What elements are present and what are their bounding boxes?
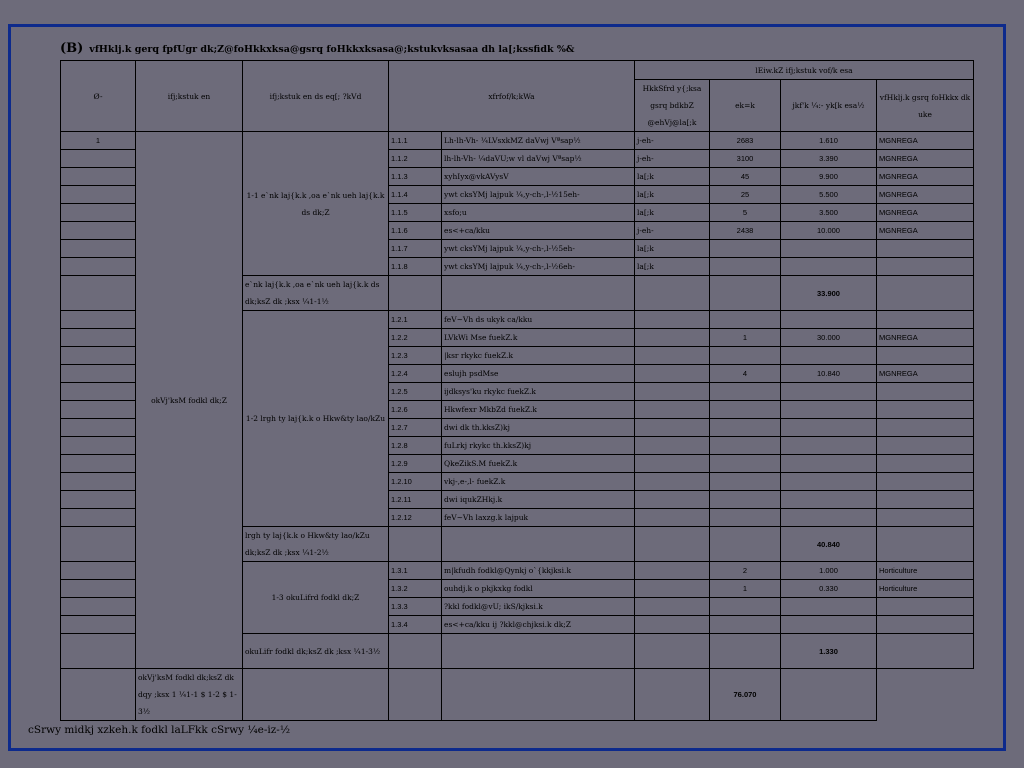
- department-cell: [877, 419, 974, 437]
- quantity-cell: [710, 401, 781, 419]
- unit-cell: [635, 329, 710, 347]
- unit-cell: [635, 491, 710, 509]
- section-label: (B): [60, 41, 84, 56]
- amount-cell: 3.500: [781, 204, 877, 222]
- quantity-cell: [710, 240, 781, 258]
- activity-code: 1.2.12: [389, 509, 442, 527]
- activity-name: ?kkl fodkl@vU; ikS/kjksi.k: [442, 598, 635, 616]
- empty-cell: [635, 669, 710, 721]
- serial-cell: [61, 222, 136, 240]
- subtotal-label: okuLifr fodkl dk;ksZ dk ;ksx ¼1-3½: [243, 634, 389, 669]
- serial-cell: [61, 598, 136, 616]
- amount-cell: 9.900: [781, 168, 877, 186]
- department-cell: MGNREGA: [877, 365, 974, 383]
- department-cell: [877, 455, 974, 473]
- empty-cell: [710, 276, 781, 311]
- quantity-cell: [710, 419, 781, 437]
- serial-cell: [61, 473, 136, 491]
- activity-name: feV~Vh ds ukyk ca/kku: [442, 311, 635, 329]
- activity-code: 1.2.4: [389, 365, 442, 383]
- unit-cell: [635, 509, 710, 527]
- department-cell: [877, 491, 974, 509]
- quantity-cell: [710, 258, 781, 276]
- amount-cell: [781, 240, 877, 258]
- serial-cell: [61, 276, 136, 311]
- unit-cell: [635, 455, 710, 473]
- serial-cell: [61, 580, 136, 598]
- unit-cell: [635, 383, 710, 401]
- section-heading-text: vfHklj.k gerq fpfUgr dk;Z@foHkkxksa@gsrq foHkkxksasa@;kstukvksasaa dh la[;kssfidk %&: [89, 44, 575, 55]
- header-group: lEiw.kZ ifj;kstuk vof/k esa: [635, 61, 974, 80]
- activity-code: 1.2.8: [389, 437, 442, 455]
- unit-cell: la[;k: [635, 186, 710, 204]
- department-cell: Horticulture: [877, 562, 974, 580]
- empty-cell: [243, 669, 389, 721]
- amount-cell: [781, 455, 877, 473]
- unit-cell: [635, 598, 710, 616]
- activity-code: 1.3.2: [389, 580, 442, 598]
- department-cell: [877, 240, 974, 258]
- subtotal-amount: 40.840: [781, 527, 877, 562]
- activity-name: xyhIyx@vkAVysV: [442, 168, 635, 186]
- department-cell: [877, 347, 974, 365]
- amount-cell: 1.610: [781, 132, 877, 150]
- amount-cell: 5.500: [781, 186, 877, 204]
- serial-cell: [61, 329, 136, 347]
- department-cell: MGNREGA: [877, 168, 974, 186]
- activity-name: ouhdj.k o pkjkxkg fodkl: [442, 580, 635, 598]
- empty-cell: [442, 276, 635, 311]
- activity-name: LVkWi Mse fuekZ.k: [442, 329, 635, 347]
- subtotal-label: e`nk laj{k.k ,oa e`nk ueh laj{k.k ds dk;ksZ dk ;ksx ¼1-1½: [243, 276, 389, 311]
- department-cell: MGNREGA: [877, 132, 974, 150]
- empty-cell: [442, 669, 635, 721]
- quantity-cell: [710, 347, 781, 365]
- amount-cell: [781, 491, 877, 509]
- amount-cell: [781, 311, 877, 329]
- department-cell: [877, 473, 974, 491]
- amount-cell: [781, 383, 877, 401]
- subtotal-amount: 33.900: [781, 276, 877, 311]
- serial-cell: [61, 347, 136, 365]
- serial-cell: [61, 383, 136, 401]
- header-activities: xfrfof/k;kWa: [389, 61, 635, 132]
- empty-cell: [389, 669, 442, 721]
- activity-code: 1.1.8: [389, 258, 442, 276]
- amount-cell: [781, 347, 877, 365]
- serial-cell: [61, 634, 136, 669]
- empty-cell: [710, 634, 781, 669]
- serial-cell: [61, 669, 136, 721]
- amount-cell: 30.000: [781, 329, 877, 347]
- footer-organisation: cSrwy midkj xzkeh.k fodkl laLFkk cSrwy ¼e-iz-½: [28, 724, 291, 736]
- unit-cell: la[;k: [635, 240, 710, 258]
- empty-cell: [389, 527, 442, 562]
- empty-cell: [877, 527, 974, 562]
- activity-name: eslujh psdMse: [442, 365, 635, 383]
- department-cell: [877, 598, 974, 616]
- quantity-cell: 4: [710, 365, 781, 383]
- empty-cell: [389, 634, 442, 669]
- quantity-cell: [710, 473, 781, 491]
- serial-cell: [61, 562, 136, 580]
- quantity-cell: [710, 311, 781, 329]
- activity-name: QkeZikS.M fuekZ.k: [442, 455, 635, 473]
- quantity-cell: 2: [710, 562, 781, 580]
- department-cell: MGNREGA: [877, 204, 974, 222]
- activity-name: |ksr rkykc fuekZ.k: [442, 347, 635, 365]
- subtotal-label: lrgh ty laj{k.k o Hkw&ty lao/kZu dk;ksZ dk ;ksx ¼1-2½: [243, 527, 389, 562]
- activity-name: vkj-,e-,l- fuekZ.k: [442, 473, 635, 491]
- activity-code: 1.1.1: [389, 132, 442, 150]
- quantity-cell: 2438: [710, 222, 781, 240]
- department-cell: [877, 509, 974, 527]
- amount-cell: [781, 437, 877, 455]
- activity-code: 1.2.1: [389, 311, 442, 329]
- serial-cell: [61, 311, 136, 329]
- amount-cell: [781, 509, 877, 527]
- activity-name: ywt cksYMj lajpuk ¼,y-ch-,l-½6eh-: [442, 258, 635, 276]
- table-row: [61, 132, 974, 150]
- activity-name: dwi dk th.kksZ)kj: [442, 419, 635, 437]
- amount-cell: 0.330: [781, 580, 877, 598]
- activity-code: 1.3.1: [389, 562, 442, 580]
- activity-code: 1.1.3: [389, 168, 442, 186]
- unit-cell: [635, 347, 710, 365]
- empty-cell: [635, 276, 710, 311]
- quantity-cell: 45: [710, 168, 781, 186]
- quantity-cell: 5: [710, 204, 781, 222]
- grand-total-label: okVj'ksM fodkl dk;ksZ dk dqy ;ksx 1 ¼1-1 $ 1-2 $ 1-3½: [136, 669, 243, 721]
- activity-code: 1.2.3: [389, 347, 442, 365]
- amount-cell: 3.390: [781, 150, 877, 168]
- activity-code: 1.2.9: [389, 455, 442, 473]
- empty-cell: [635, 527, 710, 562]
- empty-cell: [442, 634, 635, 669]
- serial-cell: [61, 509, 136, 527]
- empty-cell: [877, 276, 974, 311]
- unit-cell: [635, 419, 710, 437]
- activity-name: feV~Vh laxzg.k lajpuk: [442, 509, 635, 527]
- activity-code: 1.1.4: [389, 186, 442, 204]
- activity-code: 1.2.2: [389, 329, 442, 347]
- activity-name: dwi iqukZHkj.k: [442, 491, 635, 509]
- activity-name: fuLrkj rkykc th.kksZ)kj: [442, 437, 635, 455]
- unit-cell: j-eh-: [635, 150, 710, 168]
- unit-cell: [635, 562, 710, 580]
- amount-cell: 1.000: [781, 562, 877, 580]
- activity-name: Lh-lh-Vh- ¼LVsxkMZ daVwj Vªsap½: [442, 132, 635, 150]
- unit-cell: la[;k: [635, 168, 710, 186]
- header-component: ifj;kstuk en ds eq[; ?kVd: [243, 61, 389, 132]
- empty-cell: [635, 634, 710, 669]
- activity-code: 1.1.5: [389, 204, 442, 222]
- empty-cell: [781, 669, 877, 721]
- quantity-cell: [710, 598, 781, 616]
- quantity-cell: 2683: [710, 132, 781, 150]
- department-cell: [877, 311, 974, 329]
- component-cell: 1-3 okuLifrd fodkl dk;Z: [243, 562, 389, 634]
- activity-code: 1.1.6: [389, 222, 442, 240]
- activity-code: 1.2.7: [389, 419, 442, 437]
- serial-cell: [61, 258, 136, 276]
- unit-cell: [635, 616, 710, 634]
- amount-cell: [781, 616, 877, 634]
- quantity-cell: [710, 616, 781, 634]
- serial-cell: [61, 527, 136, 562]
- serial-cell: [61, 150, 136, 168]
- activity-code: 1.3.4: [389, 616, 442, 634]
- amount-cell: 10.000: [781, 222, 877, 240]
- quantity-cell: [710, 509, 781, 527]
- activity-name: ijdksys'ku rkykc fuekZ.k: [442, 383, 635, 401]
- amount-cell: [781, 473, 877, 491]
- department-cell: MGNREGA: [877, 150, 974, 168]
- unit-cell: [635, 580, 710, 598]
- serial-cell: [61, 616, 136, 634]
- department-cell: Horticulture: [877, 580, 974, 598]
- serial-cell: [61, 168, 136, 186]
- serial-cell: [61, 419, 136, 437]
- department-cell: [877, 616, 974, 634]
- department-cell: MGNREGA: [877, 222, 974, 240]
- activity-name: es<+ca/kku ij ?kkl@chjksi.k dk;Z: [442, 616, 635, 634]
- header-unit: HkkSfrd y{;ksa gsrq bdkbZ @ehVj@la[;k: [635, 80, 710, 132]
- activity-code: 1.1.2: [389, 150, 442, 168]
- serial-cell: [61, 204, 136, 222]
- grand-total-amount: 76.070: [710, 669, 781, 721]
- serial-cell: [61, 365, 136, 383]
- department-cell: [877, 401, 974, 419]
- empty-cell: [877, 634, 974, 669]
- quantity-cell: [710, 491, 781, 509]
- department-cell: [877, 437, 974, 455]
- unit-cell: [635, 365, 710, 383]
- unit-cell: [635, 311, 710, 329]
- quantity-cell: 25: [710, 186, 781, 204]
- activity-code: 1.2.11: [389, 491, 442, 509]
- amount-cell: [781, 401, 877, 419]
- header-project-item: ifj;kstuk en: [136, 61, 243, 132]
- activity-name: Hkwfexr MkbZd fuekZ.k: [442, 401, 635, 419]
- unit-cell: [635, 437, 710, 455]
- empty-cell: [442, 527, 635, 562]
- activity-name: xsfo;u: [442, 204, 635, 222]
- header-department: vfHklj.k gsrq foHkkx dk uke: [877, 80, 974, 132]
- unit-cell: [635, 473, 710, 491]
- activity-code: 1.2.6: [389, 401, 442, 419]
- serial-cell: [61, 437, 136, 455]
- serial-cell: [61, 455, 136, 473]
- activity-code: 1.2.5: [389, 383, 442, 401]
- activity-name: m|kfudh fodkl@Qynkj o`{kkjksi.k: [442, 562, 635, 580]
- quantity-cell: [710, 383, 781, 401]
- header-amount: jkf'k ¼:- yk[k esa½: [781, 80, 877, 132]
- unit-cell: la[;k: [635, 258, 710, 276]
- header-quantity: ek=k: [710, 80, 781, 132]
- unit-cell: j-eh-: [635, 132, 710, 150]
- component-cell: 1-1 e`nk laj{k.k ,oa e`nk ueh laj{k.k ds dk;Z: [243, 132, 389, 276]
- project-item-cell: okVj'ksM fodkl dk;Z: [136, 132, 243, 669]
- amount-cell: 10.840: [781, 365, 877, 383]
- quantity-cell: [710, 437, 781, 455]
- serial-number: 1: [61, 132, 136, 150]
- activity-name: es<+ca/kku: [442, 222, 635, 240]
- department-cell: [877, 258, 974, 276]
- unit-cell: [635, 401, 710, 419]
- component-cell: 1-2 lrgh ty laj{k.k o Hkw&ty lao/kZu: [243, 311, 389, 527]
- activity-code: 1.3.3: [389, 598, 442, 616]
- department-cell: MGNREGA: [877, 329, 974, 347]
- activity-code: 1.1.7: [389, 240, 442, 258]
- serial-cell: [61, 491, 136, 509]
- serial-cell: [61, 186, 136, 204]
- empty-cell: [710, 527, 781, 562]
- serial-cell: [61, 401, 136, 419]
- quantity-cell: 3100: [710, 150, 781, 168]
- amount-cell: [781, 258, 877, 276]
- department-cell: [877, 383, 974, 401]
- amount-cell: [781, 419, 877, 437]
- empty-cell: [389, 276, 442, 311]
- quantity-cell: [710, 455, 781, 473]
- activity-name: ywt cksYMj lajpuk ¼,y-ch-,l-½5eh-: [442, 240, 635, 258]
- amount-cell: [781, 598, 877, 616]
- quantity-cell: 1: [710, 329, 781, 347]
- unit-cell: la[;k: [635, 204, 710, 222]
- department-cell: MGNREGA: [877, 186, 974, 204]
- section-heading: [60, 41, 574, 56]
- unit-cell: j-eh-: [635, 222, 710, 240]
- project-table: [60, 60, 974, 721]
- subtotal-amount: 1.330: [781, 634, 877, 669]
- header-serial: Ø-: [61, 61, 136, 132]
- grand-total-row: [61, 669, 974, 721]
- quantity-cell: 1: [710, 580, 781, 598]
- activity-code: 1.2.10: [389, 473, 442, 491]
- activity-name: ywt cksYMj lajpuk ¼,y-ch-,l-½15eh-: [442, 186, 635, 204]
- activity-name: lh-lh-Vh- ¼daVU;w vl daVwj Vªsap½: [442, 150, 635, 168]
- serial-cell: [61, 240, 136, 258]
